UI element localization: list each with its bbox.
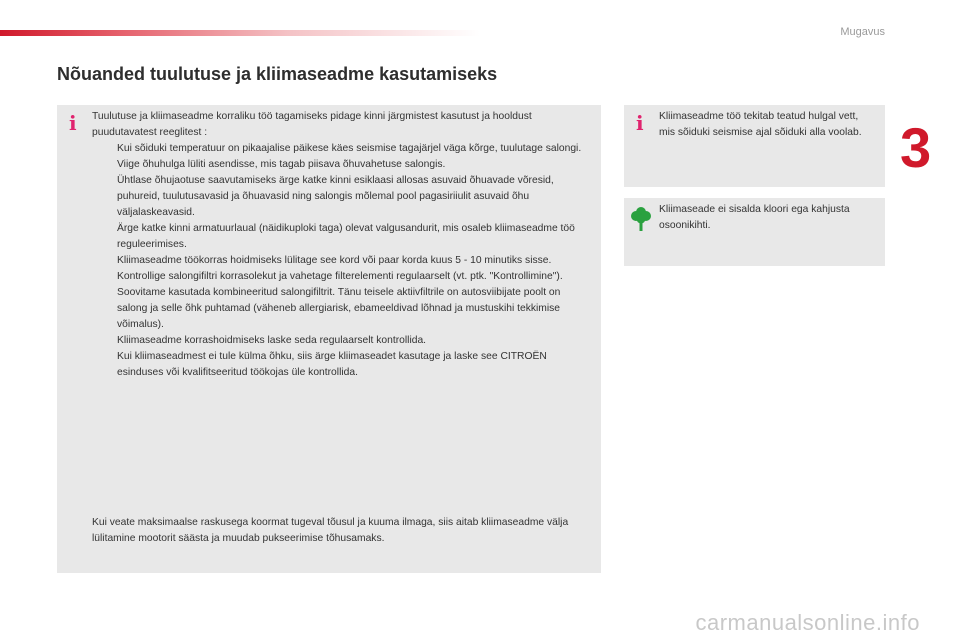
advice-item-text: Kliimaseadme töökorras hoidmiseks lülitage see kord või paar korda kuus 5 - 10 minutiks sisse. (117, 255, 552, 266)
advice-item-text: Kontrollige salongifiltri korrasolekut ja vahetage filterelementi regulaarselt (vt. ptk. "Kontrollimine"). (117, 271, 563, 282)
info-icon: i (69, 111, 77, 135)
chapter-number: 3 (900, 116, 932, 179)
advice-item (92, 221, 592, 253)
watermark: carmanualsonline.info (695, 610, 920, 635)
advice-intro: Tuulutuse ja kliimaseadme korraliku töö tagamiseks pidage kinni järgmistest kasutust ja hooldust puudutavatest reeglitest : (92, 111, 532, 138)
info-icon: i (636, 111, 644, 135)
advice-item (92, 253, 592, 269)
eco-note-box (624, 198, 885, 266)
advice-item-subtext: Soovitame kasutada kombineeritud salongifiltrit. Tänu teisele aktiivfiltrile on autosviibijate poolt on salong ja selle õhk puhtamad (väheneb allergiarisk, ebameeldivad lõhnad ja mustuskihi tekkimise võimalus). (117, 287, 561, 330)
water-note-box (624, 105, 885, 187)
advice-item-text: Ärge katke kinni armatuurlaual (näidikuploki taga) olevat valgusandurit, mis osaleb kliimaseadme töö reguleerimises. (117, 223, 575, 250)
advice-item-text: Ühtlase õhujaotuse saavutamiseks ärge katke kinni esiklaasi allosas asuvaid õhuavade võresid, puhureid, tuulutusavasid ja õhuavasid ning salongis mõlemal pool pagasiriiulit asuvaid õhu väljalaskeavasid. (117, 175, 554, 218)
water-note-text: Kliimaseadme töö tekitab teatud hulgal vett, mis sõiduki seismise ajal sõiduki alla voolab. (659, 111, 862, 138)
advice-item (92, 349, 592, 381)
advice-item-text: Kui kliimaseadmest ei tule külma õhku, siis ärge kliimaseadet kasutage ja laske see CITROËN esinduses või kvalifitseeritud töökojas üle kontrollida. (117, 351, 547, 378)
advice-item (92, 173, 592, 221)
advice-item (92, 269, 592, 333)
advice-item-text: Kliimaseadme korrashoidmiseks laske seda regulaarselt kontrollida. (117, 335, 427, 346)
page-title: Nõuanded tuulutuse ja kliimaseadme kasutamiseks (57, 64, 498, 84)
header-accent-bar (0, 30, 480, 36)
towing-note: Kui veate maksimaalse raskusega koormat tugeval tõusul ja kuuma ilmaga, siis aitab kliimaseadme välja lülitamine mootorit säästa ja muudab pukseerimise tõhusamaks. (92, 517, 569, 544)
tree-icon (630, 206, 652, 232)
advice-content (92, 109, 592, 381)
section-label: Mugavus (840, 26, 885, 38)
eco-note-text: Kliimaseade ei sisalda kloori ega kahjusta osoonikihti. (659, 204, 850, 231)
advice-item-subtext: Viige õhuhulga lüliti asendisse, mis tagab piisava õhuvahetuse salongis. (117, 159, 446, 170)
advice-item (92, 141, 592, 173)
main-advice-box (57, 105, 601, 573)
advice-list (92, 141, 592, 381)
advice-item-text: Kui sõiduki temperatuur on pikaajalise päikese käes seismise tagajärjel väga kõrge, tuulutage salongi. (117, 143, 582, 154)
advice-item (92, 333, 592, 349)
